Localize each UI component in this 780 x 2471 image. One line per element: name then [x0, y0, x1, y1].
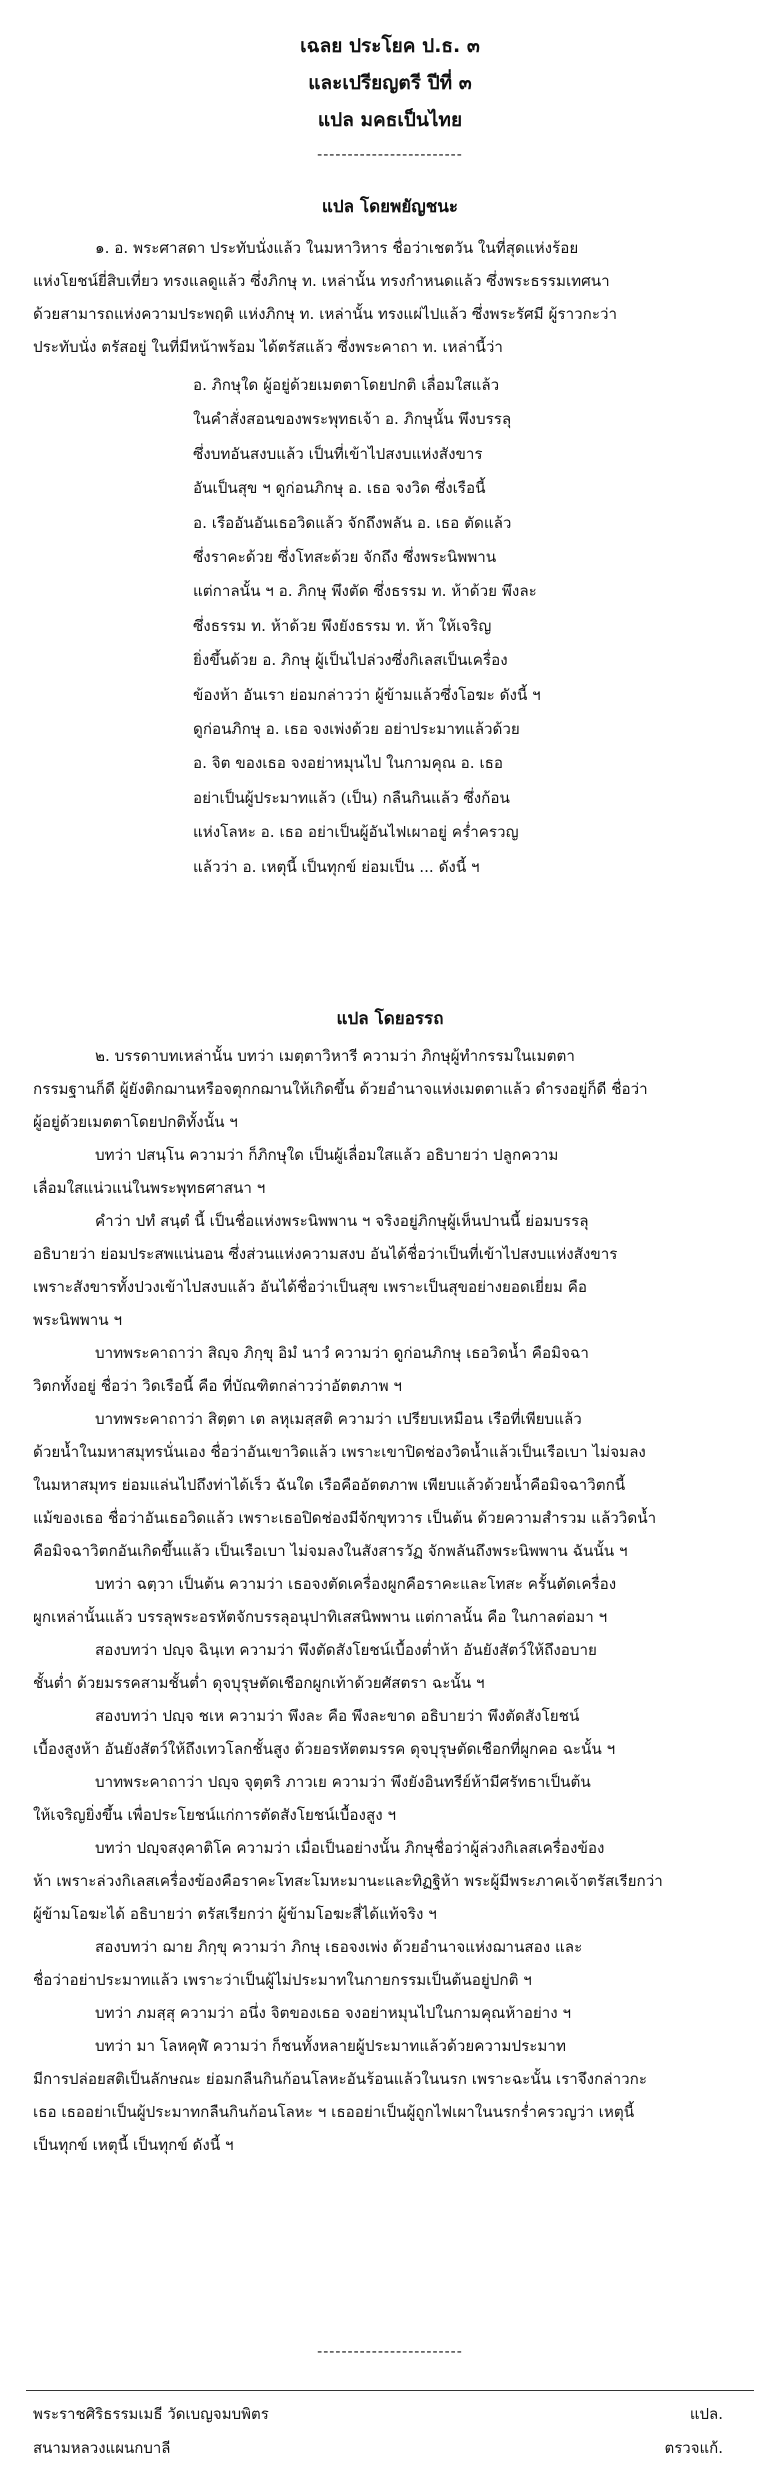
meaning-paragraph: [33, 1634, 749, 1700]
header-title-line2: และเปรียญตรี ปีที่ ๓: [308, 72, 472, 94]
paragraph-line: บาทพระคาถาว่า สิญฺจ ภิกฺขุ อิมํ นาวํ ความว่า ดูก่อนภิกษุ เธอวิดน้ำ คือมิจฉา: [95, 1344, 589, 1362]
paragraph-line: เป็นทุกข์ เหตุนี้ เป็นทุกข์ ดังนี้ ฯ: [33, 2136, 234, 2154]
footer-row-translator: [33, 2402, 723, 2426]
paragraph-line: ให้เจริญยิ่งขึ้น เพื่อประโยชน์แก่การตัดสังโยชน์เบื้องสูง ฯ: [33, 1806, 396, 1824]
meaning-paragraph: [33, 2030, 749, 2162]
paragraph-line: ชั้นต่ำ ด้วยมรรคสามชั้นต่ำ ดุจบุรุษตัดเชือกผูกเท้าด้วยศัสตรา ฉะนั้น ฯ: [33, 1674, 485, 1692]
paragraph-line: เพราะสังขารทั้งปวงเข้าไปสงบแล้ว อันได้ชื่อว่าเป็นสุข เพราะเป็นสุขอย่างยอดเยี่ยม คือ: [33, 1278, 588, 1296]
reviewer-name: สนามหลวงแผนกบาลี: [33, 2439, 171, 2457]
section-divider: ------------------------: [317, 2342, 463, 2360]
verse-line: แล้วว่า อ. เหตุนี้ เป็นทุกข์ ย่อมเป็น ... ดังนี้ ฯ: [193, 857, 480, 876]
paragraph-line: บทว่า ปญฺจสงฺคาติโค ความว่า เมื่อเป็นอย่างนั้น ภิกษุชื่อว่าผู้ล่วงกิเลสเครื่องข้อง: [95, 1839, 605, 1857]
verse-line: อ. จิต ของเธอ จงอย่าหมุนไป ในกามคุณ อ. เธอ: [193, 754, 504, 773]
paragraph-line: กรรมฐานก็ดี ผู้ยังติกฌานหรือจตุกกฌานให้เกิดขึ้น ด้วยอำนาจแห่งเมตตาแล้ว ดำรงอยู่ก็ดี ชื่อว่า: [33, 1080, 648, 1098]
meaning-paragraph: [33, 1040, 749, 1139]
footer-rule: [26, 2390, 754, 2391]
intro-line: ๑. อ. พระศาสดา ประทับนั่งแล้ว ในมหาวิหาร ชื่อว่าเชตวัน ในที่สุดแห่งร้อย: [95, 239, 579, 257]
paragraph-line: ในมหาสมุทร ย่อมแล่นไปถึงท่าได้เร็ว ฉันใด เรือคืออัตตภาพ เพียบแล้วด้วยน้ำคือมิจฉาวิตกนี้: [33, 1476, 626, 1494]
paragraph-line: บทว่า ปสนฺโน ความว่า ก็ภิกษุใด เป็นผู้เลื่อมใสแล้ว อธิบายว่า ปลูกความ: [95, 1146, 559, 1164]
paragraph-line: บทว่า ภมสฺสุ ความว่า อนึ่ง จิตของเธอ จงอย่าหมุนไปในกามคุณห้าอย่าง ฯ: [95, 2004, 572, 2022]
paragraph-line: ด้วยน้ำในมหาสมุทรนั่นเอง ชื่อว่าอันเขาวิดแล้ว เพราะเขาปิดช่องวิดน้ำแล้วเป็นเรือเบา ไม่จมลง: [33, 1443, 646, 1461]
paragraph-line: สองบทว่า ปญฺจ ฉินฺเท ความว่า พึงตัดสังโยชน์เบื้องต่ำห้า อันยังสัตว์ให้ถึงอบาย: [95, 1641, 597, 1659]
verse-line: อันเป็นสุข ฯ ดูก่อนภิกษุ อ. เธอ จงวิด ซึ่งเรือนี้: [193, 479, 486, 498]
paragraph-line: ผู้ข้ามโอฆะได้ อธิบายว่า ตรัสเรียกว่า ผู้ข้ามโอฆะสี่ได้แท้จริง ฯ: [33, 1905, 437, 1923]
paragraph-line: เลื่อมใสแน่วแน่ในพระพุทธศาสนา ฯ: [33, 1179, 266, 1197]
verse-line: ยิ่งขึ้นด้วย อ. ภิกษุ ผู้เป็นไปล่วงซึ่งกิเลสเป็นเครื่อง: [193, 651, 508, 670]
intro-line: ประทับนั่ง ตรัสอยู่ ในที่มีหน้าพร้อม ได้ตรัสแล้ว ซึ่งพระคาถา ท. เหล่านี้ว่า: [33, 338, 503, 356]
paragraph-line: สองบทว่า ปญฺจ ชเห ความว่า พึงละ คือ พึงละขาด อธิบายว่า พึงตัดสังโยชน์: [95, 1707, 580, 1725]
paragraph-line: สองบทว่า ฌาย ภิกฺขุ ความว่า ภิกษุ เธอจงเพ่ง ด้วยอำนาจแห่งฌานสอง และ: [95, 1938, 583, 1956]
translated-label: แปล.: [689, 2405, 723, 2423]
meaning-paragraph: [33, 1997, 749, 2030]
meaning-paragraph: [33, 1931, 749, 1997]
paragraph-line: มีการปล่อยสติเป็นลักษณะ ย่อมกลืนกินก้อนโลหะอันร้อนแล้วในนรก เพราะฉะนั้น เราจึงกล่าวกะ: [33, 2070, 648, 2088]
meaning-paragraph: [33, 1403, 749, 1568]
verse-line: อย่าเป็นผู้ประมาทแล้ว (เป็น) กลืนกินแล้ว ซึ่งก้อน: [193, 788, 510, 807]
paragraph-line: เธอ เธออย่าเป็นผู้ประมาทกลืนกินก้อนโลหะ ฯ เธออย่าเป็นผู้ถูกไฟเผาในนรกร่ำครวญว่า เหตุนี้: [33, 2103, 635, 2121]
paragraph-line: บาทพระคาถาว่า ปญฺจ จุตฺตริ ภาวเย ความว่า พึงยังอินทรีย์ห้ามีศรัทธาเป็นต้น: [95, 1773, 591, 1791]
paragraph-line: พระนิพพาน ฯ: [33, 1311, 122, 1329]
paragraph-line: ห้า เพราะล่วงกิเลสเครื่องข้องคือราคะโทสะโมหะมานะและทิฏฐิห้า พระผู้มีพระภาคเจ้าตรัสเรียกว่า: [33, 1872, 663, 1890]
verse-line: อ. ภิกษุใด ผู้อยู่ด้วยเมตตาโดยปกติ เลื่อมใสแล้ว: [193, 376, 500, 394]
verse-line: แห่งโลหะ อ. เธอ อย่าเป็นผู้อันไฟเผาอยู่ คร่ำครวญ: [193, 823, 519, 842]
meaning-paragraph: [33, 1337, 749, 1403]
meaning-paragraph: [33, 1700, 749, 1766]
paragraph-line: บทว่า ฉตฺวา เป็นต้น ความว่า เธอจงตัดเครื่องผูกคือราคะและโทสะ ครั้นตัดเครื่อง: [95, 1575, 617, 1593]
section-heading-meaning: แปล โดยอรรถ: [336, 1009, 444, 1029]
header-title-line1: เฉลย ประโยค ป.ธ. ๓: [300, 35, 480, 57]
intro-line: แห่งโยชน์ยี่สิบเที่ยว ทรงแลดูแล้ว ซึ่งภิกษุ ท. เหล่านั้น ทรงกำหนดแล้ว ซึ่งพระธรรมเทศนา: [33, 272, 610, 290]
verse-line: อ. เรืออันอันเธอวิดแล้ว จักถึงพลัน อ. เธอ ตัดแล้ว: [193, 513, 512, 532]
paragraph-line: แม้ของเธอ ชื่อว่าอันเธอวิดแล้ว เพราะเธอปิดช่องมีจักขุทวาร เป็นต้น ด้วยความสำรวม แล้ววิดน้ำ: [33, 1509, 657, 1527]
meaning-translation-body: [33, 1040, 749, 2162]
paragraph-line: วิตกทั้งอยู่ ชื่อว่า วิดเรือนี้ คือ ที่บัณฑิตกล่าวว่าอัตตภาพ ฯ: [33, 1377, 402, 1395]
footer-row-reviewer: [33, 2436, 723, 2460]
document-header: [0, 28, 780, 169]
translator-name: พระราชศิริธรรมเมธี วัดเบญจมบพิตร: [33, 2405, 269, 2423]
section-heading-literal: แปล โดยพยัญชนะ: [321, 197, 459, 217]
paragraph-line: อธิบายว่า ย่อมประสพแน่นอน ซึ่งส่วนแห่งความสงบ อันได้ชื่อว่าเป็นที่เข้าไปสงบแห่งสังขาร: [33, 1245, 618, 1263]
meaning-paragraph: [33, 1832, 749, 1931]
verse-line: แต่กาลนั้น ฯ อ. ภิกษุ พึงตัด ซึ่งธรรม ท. ห้าด้วย พึงละ: [193, 582, 537, 601]
paragraph-line: บาทพระคาถาว่า สิตฺตา เต ลหุเมสฺสติ ความว่า เปรียบเหมือน เรือที่เพียบแล้ว: [95, 1410, 582, 1428]
verse-line: ในคำสั่งสอนของพระพุทธเจ้า อ. ภิกษุนั้น พึงบรรลุ: [193, 410, 512, 429]
verse-line: ข้องห้า อันเรา ย่อมกล่าวว่า ผู้ข้ามแล้วซึ่งโอฆะ ดังนี้ ฯ: [193, 685, 541, 704]
paragraph-line: ชื่อว่าอย่าประมาทแล้ว เพราะว่าเป็นผู้ไม่ประมาทในกายกรรมเป็นต้นอยู่ปกติ ฯ: [33, 1971, 532, 1989]
verse-line: ซึ่งราคะด้วย ซึ่งโทสะด้วย จักถึง ซึ่งพระนิพพาน: [193, 548, 497, 567]
header-title-line3: แปล มคธเป็นไทย: [317, 109, 463, 131]
paragraph-line: ผู้อยู่ด้วยเมตตาโดยปกติทั้งนั้น ฯ: [33, 1113, 238, 1131]
paragraph-line: เบื้องสูงห้า อันยังสัตว์ให้ถึงเทวโลกชั้นสูง ด้วยอรหัตตมรรค ดุจบุรุษตัดเชือกที่ผูกคอ ฉะนั้น ฯ: [33, 1740, 616, 1758]
verse-line: ซึ่งบทอันสงบแล้ว เป็นที่เข้าไปสงบแห่งสังขาร: [193, 444, 483, 463]
paragraph-line: ๒. บรรดาบทเหล่านั้น บทว่า เมตฺตาวิหารี ความว่า ภิกษุผู้ทำกรรมในเมตตา: [95, 1047, 575, 1065]
header-divider: ------------------------: [317, 145, 463, 163]
verse-line: ซึ่งธรรม ท. ห้าด้วย พึงยังธรรม ท. ห้า ให้เจริญ: [193, 616, 492, 635]
paragraph-line: บทว่า มา โลหคุฬํ ความว่า ก็ชนทั้งหลายผู้ประมาทแล้วด้วยความประมาท: [95, 2037, 566, 2055]
intro-line: ด้วยสามารถแห่งความประพฤติ แห่งภิกษุ ท. เหล่านั้น ทรงแผ่ไปแล้ว ซึ่งพระรัศมี ผู้ราวกะว่า: [33, 305, 618, 323]
literal-translation-intro: [33, 232, 749, 364]
meaning-paragraph: [33, 1766, 749, 1832]
paragraph-line: คือมิจฉาวิตกอันเกิดขึ้นแล้ว เป็นเรือเบา ไม่จมลงในสังสารวัฏ จักพลันถึงพระนิพพาน ฉันนั้น ฯ: [33, 1542, 628, 1560]
meaning-paragraph: [33, 1568, 749, 1634]
paragraph-line: ผูกเหล่านั้นแล้ว บรรลุพระอรหัตจักบรรลุอนุปาทิเสสนิพพาน แต่กาลนั้น คือ ในกาลต่อมา ฯ: [33, 1608, 608, 1626]
meaning-paragraph: [33, 1139, 749, 1205]
meaning-paragraph: [33, 1205, 749, 1337]
verse-block: [193, 368, 713, 884]
verse-line: ดูก่อนภิกษุ อ. เธอ จงเพ่งด้วย อย่าประมาทแล้วด้วย: [193, 720, 520, 739]
paragraph-line: คำว่า ปทํ สนฺตํ นี้ เป็นชื่อแห่งพระนิพพาน ฯ จริงอยู่ภิกษุผู้เห็นปานนี้ ย่อมบรรลุ: [95, 1212, 589, 1230]
reviewed-label: ตรวจแก้.: [664, 2439, 723, 2457]
